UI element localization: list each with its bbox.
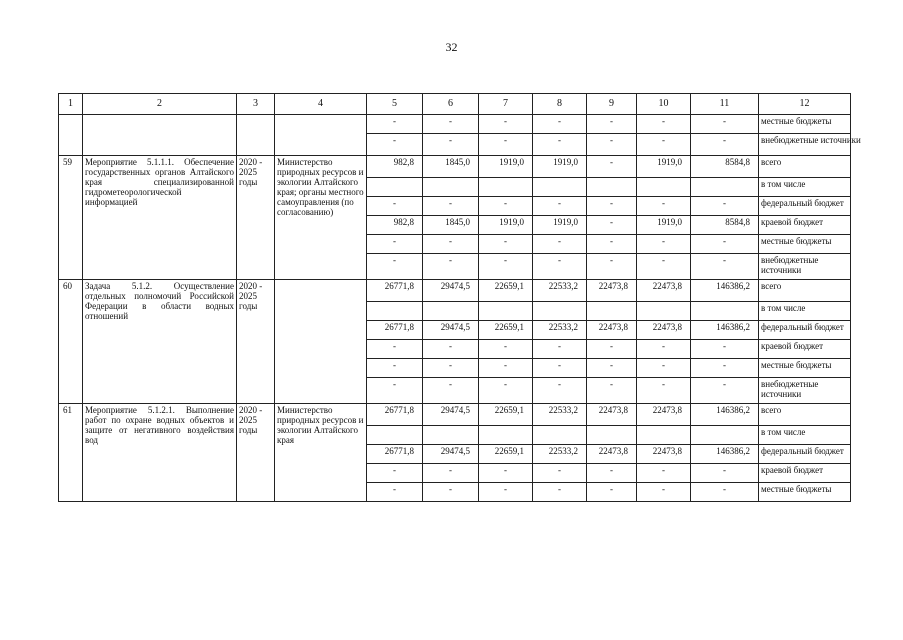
- value-cell: -: [691, 378, 759, 404]
- value-cell: -: [637, 115, 691, 134]
- value-cell: -: [533, 378, 587, 404]
- value-cell: 1919,0: [479, 156, 533, 178]
- value-cell: -: [367, 115, 423, 134]
- funding-source: краевой бюджет: [759, 464, 851, 483]
- period: 2020 - 2025 годы: [237, 280, 275, 404]
- funding-source: федеральный бюджет: [759, 197, 851, 216]
- value-cell: -: [423, 359, 479, 378]
- column-header: 7: [479, 94, 533, 115]
- value-cell: 1919,0: [637, 216, 691, 235]
- funding-source: местные бюджеты: [759, 483, 851, 502]
- value-cell: -: [479, 134, 533, 156]
- activity-description: Задача 5.1.2. Осуществление отдельных полномочий Российской Федерации в области водных отношений: [83, 280, 237, 404]
- value-cell: -: [691, 483, 759, 502]
- header-row: [59, 94, 851, 115]
- value-cell: -: [423, 235, 479, 254]
- value-cell: 22473,8: [637, 280, 691, 302]
- funding-source: федеральный бюджет: [759, 445, 851, 464]
- value-cell: 29474,5: [423, 404, 479, 426]
- funding-source: местные бюджеты: [759, 359, 851, 378]
- value-cell: 29474,5: [423, 321, 479, 340]
- value-cell: [423, 178, 479, 197]
- value-cell: 29474,5: [423, 280, 479, 302]
- value-cell: 22473,8: [587, 445, 637, 464]
- value-cell: -: [367, 235, 423, 254]
- value-cell: 26771,8: [367, 445, 423, 464]
- budget-table: [58, 93, 861, 502]
- value-cell: -: [479, 378, 533, 404]
- row-number: 59: [59, 156, 83, 280]
- value-cell: 8584,8: [691, 156, 759, 178]
- value-cell: -: [367, 340, 423, 359]
- value-cell: 22659,1: [479, 321, 533, 340]
- value-cell: [367, 426, 423, 445]
- value-cell: -: [479, 464, 533, 483]
- funding-source: краевой бюджет: [759, 340, 851, 359]
- value-cell: 1919,0: [533, 216, 587, 235]
- value-cell: -: [533, 464, 587, 483]
- value-cell: -: [423, 464, 479, 483]
- column-header: 12: [759, 94, 851, 115]
- value-cell: -: [691, 254, 759, 280]
- funding-source: в том числе: [759, 302, 851, 321]
- funding-source: краевой бюджет: [759, 216, 851, 235]
- activity-description: Мероприятие 5.1.1.1. Обеспечение государственных органов Алтайского края специализированной гидрометеорологической информацией: [83, 156, 237, 280]
- value-cell: 22473,8: [587, 321, 637, 340]
- row-number: 61: [59, 404, 83, 502]
- value-cell: [423, 426, 479, 445]
- value-cell: [637, 426, 691, 445]
- value-cell: -: [479, 115, 533, 134]
- value-cell: -: [587, 464, 637, 483]
- value-cell: [533, 426, 587, 445]
- value-cell: 26771,8: [367, 321, 423, 340]
- value-cell: -: [637, 340, 691, 359]
- value-cell: -: [367, 359, 423, 378]
- row-number: 60: [59, 280, 83, 404]
- funding-source: местные бюджеты: [759, 235, 851, 254]
- value-cell: -: [587, 340, 637, 359]
- period: 2020 - 2025 годы: [237, 404, 275, 502]
- value-cell: -: [637, 464, 691, 483]
- column-header: 10: [637, 94, 691, 115]
- value-cell: -: [367, 134, 423, 156]
- continuation-cell: [237, 115, 275, 156]
- value-cell: [479, 178, 533, 197]
- value-cell: 22473,8: [637, 445, 691, 464]
- value-cell: -: [479, 235, 533, 254]
- value-cell: -: [637, 235, 691, 254]
- value-cell: 146386,2: [691, 445, 759, 464]
- value-cell: -: [637, 254, 691, 280]
- value-cell: [691, 426, 759, 445]
- continuation-cell: [83, 115, 237, 156]
- value-cell: -: [367, 254, 423, 280]
- value-cell: 982,8: [367, 216, 423, 235]
- value-cell: 22659,1: [479, 404, 533, 426]
- value-cell: -: [423, 254, 479, 280]
- value-cell: 22533,2: [533, 280, 587, 302]
- value-cell: 22473,8: [637, 404, 691, 426]
- continuation-cell: [59, 115, 83, 156]
- funding-source: внебюджетные источники: [759, 134, 851, 156]
- value-cell: -: [423, 134, 479, 156]
- period: 2020 - 2025 годы: [237, 156, 275, 280]
- value-cell: -: [587, 378, 637, 404]
- value-cell: -: [367, 378, 423, 404]
- value-cell: 29474,5: [423, 445, 479, 464]
- value-cell: 26771,8: [367, 280, 423, 302]
- value-cell: 1845,0: [423, 156, 479, 178]
- value-cell: [479, 302, 533, 321]
- column-header: 8: [533, 94, 587, 115]
- value-cell: -: [587, 134, 637, 156]
- value-cell: -: [533, 134, 587, 156]
- value-cell: -: [479, 197, 533, 216]
- funding-source: всего: [759, 156, 851, 178]
- value-cell: -: [637, 378, 691, 404]
- value-cell: -: [479, 483, 533, 502]
- value-cell: -: [691, 134, 759, 156]
- value-cell: -: [587, 483, 637, 502]
- value-cell: 1845,0: [423, 216, 479, 235]
- activity-description: Мероприятие 5.1.2.1. Выполнение работ по охране водных объектов и защите от негативного воздействия вод: [83, 404, 237, 502]
- value-cell: 1919,0: [637, 156, 691, 178]
- value-cell: -: [533, 483, 587, 502]
- value-cell: [367, 178, 423, 197]
- value-cell: [691, 178, 759, 197]
- value-cell: -: [533, 340, 587, 359]
- value-cell: -: [423, 340, 479, 359]
- value-cell: [533, 178, 587, 197]
- value-cell: [533, 302, 587, 321]
- value-cell: -: [423, 197, 479, 216]
- value-cell: -: [587, 156, 637, 178]
- value-cell: -: [587, 359, 637, 378]
- value-cell: 146386,2: [691, 280, 759, 302]
- value-cell: [637, 302, 691, 321]
- value-cell: -: [691, 115, 759, 134]
- value-cell: [367, 302, 423, 321]
- funding-source: всего: [759, 404, 851, 426]
- value-cell: 1919,0: [533, 156, 587, 178]
- continuation-cell: [275, 115, 367, 156]
- value-cell: -: [533, 254, 587, 280]
- value-cell: -: [587, 197, 637, 216]
- funding-source: местные бюджеты: [759, 115, 851, 134]
- value-cell: 22533,2: [533, 321, 587, 340]
- table-row: [59, 115, 851, 134]
- value-cell: -: [533, 115, 587, 134]
- value-cell: -: [637, 134, 691, 156]
- value-cell: [479, 426, 533, 445]
- column-header: 4: [275, 94, 367, 115]
- funding-source: всего: [759, 280, 851, 302]
- value-cell: 1919,0: [479, 216, 533, 235]
- value-cell: -: [691, 235, 759, 254]
- column-header: 3: [237, 94, 275, 115]
- value-cell: -: [367, 197, 423, 216]
- executor: [275, 280, 367, 404]
- value-cell: [637, 178, 691, 197]
- value-cell: [587, 178, 637, 197]
- value-cell: -: [587, 235, 637, 254]
- value-cell: -: [479, 359, 533, 378]
- value-cell: -: [423, 483, 479, 502]
- value-cell: -: [691, 340, 759, 359]
- column-header: 5: [367, 94, 423, 115]
- value-cell: 22473,8: [587, 280, 637, 302]
- value-cell: -: [367, 483, 423, 502]
- executor: Министерство природных ресурсов и экологии Алтайского края: [275, 404, 367, 502]
- column-header: 1: [59, 94, 83, 115]
- value-cell: -: [691, 359, 759, 378]
- funding-source: внебюджетные источники: [759, 254, 851, 280]
- value-cell: 146386,2: [691, 321, 759, 340]
- column-header: 6: [423, 94, 479, 115]
- value-cell: 22659,1: [479, 280, 533, 302]
- value-cell: 982,8: [367, 156, 423, 178]
- value-cell: -: [691, 197, 759, 216]
- value-cell: -: [479, 254, 533, 280]
- value-cell: 22533,2: [533, 404, 587, 426]
- value-cell: -: [479, 340, 533, 359]
- value-cell: 22533,2: [533, 445, 587, 464]
- funding-source: внебюджетные источники: [759, 378, 851, 404]
- value-cell: -: [691, 464, 759, 483]
- value-cell: -: [533, 235, 587, 254]
- funding-source: в том числе: [759, 426, 851, 445]
- table-body: [59, 94, 861, 502]
- funding-source: федеральный бюджет: [759, 321, 851, 340]
- value-cell: -: [587, 115, 637, 134]
- funding-source: в том числе: [759, 178, 851, 197]
- table-row: [59, 156, 851, 178]
- value-cell: 8584,8: [691, 216, 759, 235]
- value-cell: -: [637, 197, 691, 216]
- value-cell: -: [587, 254, 637, 280]
- executor: Министерство природных ресурсов и экологии Алтайского края; органы местного самоуправления (по согласованию): [275, 156, 367, 280]
- value-cell: 26771,8: [367, 404, 423, 426]
- value-cell: -: [637, 483, 691, 502]
- value-cell: [587, 302, 637, 321]
- value-cell: -: [533, 359, 587, 378]
- value-cell: 22473,8: [637, 321, 691, 340]
- value-cell: 22473,8: [587, 404, 637, 426]
- value-cell: 22659,1: [479, 445, 533, 464]
- value-cell: -: [367, 464, 423, 483]
- value-cell: -: [533, 197, 587, 216]
- page-number: 32: [445, 40, 458, 54]
- value-cell: [423, 302, 479, 321]
- column-header: 11: [691, 94, 759, 115]
- column-header: 2: [83, 94, 237, 115]
- value-cell: -: [587, 216, 637, 235]
- value-cell: [691, 302, 759, 321]
- table-row: [59, 404, 851, 426]
- table-row: [59, 280, 851, 302]
- value-cell: -: [423, 378, 479, 404]
- value-cell: [587, 426, 637, 445]
- value-cell: -: [637, 359, 691, 378]
- column-header: 9: [587, 94, 637, 115]
- value-cell: -: [423, 115, 479, 134]
- value-cell: 146386,2: [691, 404, 759, 426]
